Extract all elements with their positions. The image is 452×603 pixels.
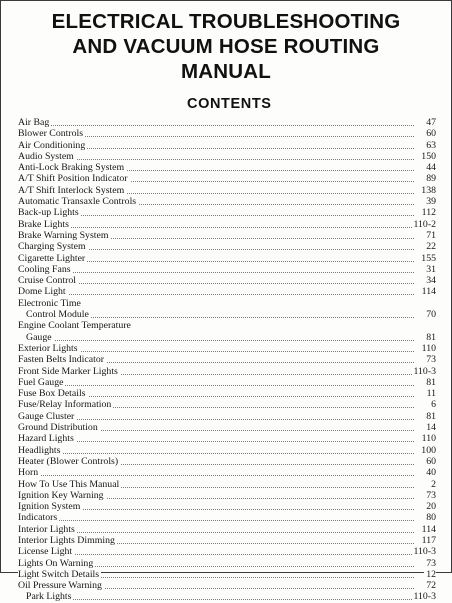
dot-leader xyxy=(18,532,414,533)
toc-label: A/T Shift Position Indicator xyxy=(18,173,128,185)
toc-page-number: 63 xyxy=(426,139,436,151)
toc-page-number: 114 xyxy=(421,286,436,298)
toc-entry xyxy=(18,173,436,184)
toc-page-number: 110-3 xyxy=(413,365,436,377)
dot-leader xyxy=(18,385,414,386)
toc-label: Gauge Cluster xyxy=(18,410,75,422)
toc-entry xyxy=(18,264,436,275)
toc-page-number: 112 xyxy=(421,207,436,219)
toc-page-number: 70 xyxy=(426,309,436,321)
toc-page-number: 80 xyxy=(426,512,436,524)
dot-leader xyxy=(18,441,414,442)
toc-label: Interior Lights xyxy=(18,523,75,535)
toc-page-number: 110 xyxy=(421,433,436,445)
title-line-2: AND VACUUM HOSE ROUTING xyxy=(72,35,380,58)
dot-leader xyxy=(18,599,414,600)
table-of-contents xyxy=(18,117,436,603)
toc-label: Dome Light xyxy=(18,286,66,298)
toc-label: Control Module xyxy=(18,309,91,320)
toc-entry xyxy=(18,275,436,286)
toc-label: Fuel Gauge xyxy=(18,376,64,388)
toc-entry xyxy=(18,332,436,343)
toc-entry xyxy=(18,512,436,523)
toc-label: Ignition System xyxy=(18,501,81,513)
toc-page-number: 71 xyxy=(426,229,436,241)
toc-entry xyxy=(18,298,436,309)
toc-page-number: 100 xyxy=(421,444,436,456)
dot-leader xyxy=(18,419,414,420)
toc-label: Charging System xyxy=(18,241,86,253)
toc-label: Indicators xyxy=(18,512,58,524)
dot-leader xyxy=(18,294,414,295)
toc-entry xyxy=(18,411,436,422)
toc-page-number: 73 xyxy=(426,354,436,366)
toc-entry xyxy=(18,467,436,478)
toc-page-number: 114 xyxy=(421,523,436,535)
toc-entry xyxy=(18,241,436,252)
toc-entry xyxy=(18,366,436,377)
toc-page-number: 12 xyxy=(426,568,436,580)
dot-leader xyxy=(18,125,414,126)
toc-label: Fasten Belts Indicator xyxy=(18,354,104,366)
toc-label: Fuse Box Details xyxy=(18,388,86,400)
toc-label: Engine Coolant Temperature xyxy=(18,320,131,332)
toc-page-number: 110-2 xyxy=(413,218,436,230)
toc-label: Front Side Marker Lights xyxy=(18,365,118,377)
toc-page-number: 73 xyxy=(426,489,436,501)
toc-entry xyxy=(18,546,436,557)
toc-page-number: 34 xyxy=(426,275,436,287)
toc-label: Interior Lights Dimming xyxy=(18,534,115,546)
toc-label: Air Bag xyxy=(18,117,50,128)
toc-label: License Light xyxy=(18,546,73,558)
toc-entry xyxy=(18,569,436,580)
toc-entry xyxy=(18,433,436,444)
toc-label: Cooling Fans xyxy=(18,263,71,275)
toc-entry xyxy=(18,151,436,162)
toc-page-number: 39 xyxy=(426,196,436,208)
toc-page-number: 89 xyxy=(426,173,436,185)
toc-entry xyxy=(18,377,436,388)
toc-label: Exterior Lights xyxy=(18,342,78,354)
toc-entry xyxy=(18,230,436,241)
toc-page-number: 47 xyxy=(426,117,436,128)
toc-entry xyxy=(18,343,436,354)
dot-leader xyxy=(18,272,414,273)
title-line-1: ELECTRICAL TROUBLESHOOTING xyxy=(51,10,401,33)
toc-entry xyxy=(18,490,436,501)
toc-entry xyxy=(18,185,436,196)
toc-page-number: 11 xyxy=(426,388,436,400)
toc-label: Headlights xyxy=(18,444,61,456)
toc-label: Cigarette Lighter xyxy=(18,252,86,264)
toc-label: Audio System xyxy=(18,150,74,162)
toc-entry xyxy=(18,219,436,230)
toc-entry xyxy=(18,399,436,410)
toc-entry xyxy=(18,558,436,569)
toc-page-number: 22 xyxy=(426,241,436,253)
toc-page-number: 150 xyxy=(421,150,436,162)
toc-entry xyxy=(18,524,436,535)
toc-label: Back-up Lights xyxy=(18,207,79,219)
dot-leader xyxy=(18,227,414,228)
toc-label: How To Use This Manual xyxy=(18,478,120,490)
toc-page-number: 117 xyxy=(421,534,436,546)
toc-entry xyxy=(18,501,436,512)
toc-page-number: 81 xyxy=(426,376,436,388)
toc-page-number: 14 xyxy=(426,422,436,434)
toc-label: A/T Shift Interlock System xyxy=(18,184,125,196)
toc-page-number: 72 xyxy=(426,580,436,592)
dot-leader xyxy=(18,453,414,454)
toc-label: Cruise Control xyxy=(18,275,76,287)
toc-entry xyxy=(18,196,436,207)
toc-label: Brake Lights xyxy=(18,218,69,230)
toc-label: Anti-Lock Braking System xyxy=(18,162,125,174)
toc-label: Heater (Blower Controls) xyxy=(18,455,119,467)
toc-page-number: 2 xyxy=(431,478,436,490)
toc-entry xyxy=(18,591,436,602)
toc-label: Ignition Key Warning xyxy=(18,489,104,501)
toc-page-number: 60 xyxy=(426,455,436,467)
toc-label: Blower Controls xyxy=(18,128,84,140)
toc-entry xyxy=(18,580,436,591)
toc-entry xyxy=(18,286,436,297)
toc-page-number: 60 xyxy=(426,128,436,140)
toc-label: Electronic Time xyxy=(18,297,81,309)
toc-page-number: 155 xyxy=(421,252,436,264)
toc-page-number: 73 xyxy=(426,557,436,569)
toc-label: Gauge xyxy=(18,332,54,343)
toc-label: Air Conditioning xyxy=(18,139,86,151)
toc-entry xyxy=(18,422,436,433)
toc-entry xyxy=(18,162,436,173)
toc-page-number: 20 xyxy=(426,501,436,513)
toc-label: Park Lights xyxy=(18,591,73,602)
toc-page-number: 31 xyxy=(426,263,436,275)
toc-page-number: 138 xyxy=(421,184,436,196)
toc-entry xyxy=(18,388,436,399)
manual-title xyxy=(1,9,451,84)
toc-label: Fuse/Relay Information xyxy=(18,399,112,411)
toc-entry xyxy=(18,253,436,264)
toc-entry xyxy=(18,140,436,151)
toc-label: Oil Pressure Warning xyxy=(18,580,102,592)
toc-entry xyxy=(18,445,436,456)
dot-leader xyxy=(18,340,414,341)
toc-label: Automatic Transaxle Controls xyxy=(18,196,137,208)
toc-entry xyxy=(18,309,436,320)
toc-page-number: 44 xyxy=(426,162,436,174)
contents-heading: CONTENTS xyxy=(187,96,272,112)
toc-entry xyxy=(18,320,436,331)
toc-entry xyxy=(18,456,436,467)
toc-label: Light Switch Details xyxy=(18,568,100,580)
toc-entry xyxy=(18,479,436,490)
dot-leader xyxy=(18,475,414,476)
toc-page-number: 110-3 xyxy=(413,546,436,558)
toc-page-number: 81 xyxy=(426,331,436,343)
dot-leader xyxy=(18,520,414,521)
toc-entry xyxy=(18,535,436,546)
dot-leader xyxy=(18,554,414,555)
toc-label: Lights On Warning xyxy=(18,557,94,569)
toc-page-number: 81 xyxy=(426,410,436,422)
toc-entry xyxy=(18,207,436,218)
toc-page-number: 110-3 xyxy=(413,591,436,603)
toc-page-number: 6 xyxy=(431,399,436,411)
toc-entry xyxy=(18,354,436,365)
toc-label: Hazard Lights xyxy=(18,433,74,445)
toc-entry xyxy=(18,117,436,128)
toc-label: Ground Distribution xyxy=(18,422,98,434)
toc-page-number: 40 xyxy=(426,467,436,479)
toc-entry xyxy=(18,128,436,139)
title-line-3: MANUAL xyxy=(180,60,272,83)
dot-leader xyxy=(18,159,414,160)
toc-label: Brake Warning System xyxy=(18,229,109,241)
toc-page-number: 110 xyxy=(421,342,436,354)
toc-label: Horn xyxy=(18,467,39,479)
